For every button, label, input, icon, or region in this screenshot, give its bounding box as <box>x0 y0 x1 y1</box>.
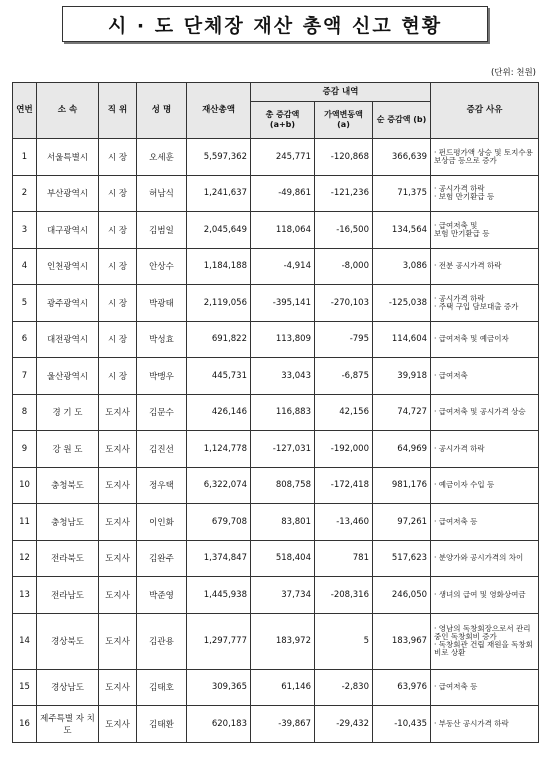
cell-value-change: -172,418 <box>315 467 373 504</box>
table-row <box>13 669 539 706</box>
cell-name: 오세훈 <box>137 139 187 176</box>
cell-name: 김범일 <box>137 212 187 249</box>
cell-position: 도지사 <box>99 706 137 743</box>
cell-reason <box>431 577 539 614</box>
table-row <box>13 358 539 395</box>
cell-no: 12 <box>13 540 37 577</box>
cell-name: 박광태 <box>137 285 187 322</box>
cell-net-change: 64,969 <box>373 431 431 468</box>
cell-affiliation: 제주특별 자 치 도 <box>37 706 99 743</box>
reason-line: · 급여저축 <box>434 370 468 380</box>
cell-no: 15 <box>13 669 37 706</box>
cell-no: 9 <box>13 431 37 468</box>
cell-total: 679,708 <box>187 504 251 541</box>
cell-no: 10 <box>13 467 37 504</box>
cell-name: 이인화 <box>137 504 187 541</box>
cell-change-total: -49,861 <box>251 175 315 212</box>
reason-line: · 급여저축 및 예금이자 <box>434 334 509 344</box>
cell-change-total: -127,031 <box>251 431 315 468</box>
cell-value-change: -795 <box>315 321 373 358</box>
reason-line: · 급여저축 등 <box>434 516 478 526</box>
cell-affiliation: 부산광역시 <box>37 175 99 212</box>
cell-affiliation: 광주광역시 <box>37 285 99 322</box>
table-row <box>13 248 539 285</box>
cell-reason <box>431 139 539 176</box>
cell-total: 691,822 <box>187 321 251 358</box>
cell-value-change: -270,103 <box>315 285 373 322</box>
cell-value-change: 5 <box>315 613 373 669</box>
cell-position: 도지사 <box>99 504 137 541</box>
cell-net-change: 981,176 <box>373 467 431 504</box>
table-row <box>13 139 539 176</box>
cell-affiliation: 충청북도 <box>37 467 99 504</box>
cell-total: 2,045,649 <box>187 212 251 249</box>
cell-name: 정우택 <box>137 467 187 504</box>
header-affiliation: 소 속 <box>37 83 99 139</box>
cell-position: 시 장 <box>99 248 137 285</box>
cell-change-total: 83,801 <box>251 504 315 541</box>
cell-total: 620,183 <box>187 706 251 743</box>
cell-reason <box>431 467 539 504</box>
cell-total: 1,374,847 <box>187 540 251 577</box>
table-row <box>13 175 539 212</box>
header-value-change: 가액변동액 (a) <box>315 102 373 139</box>
cell-total: 309,365 <box>187 669 251 706</box>
cell-net-change: 517,623 <box>373 540 431 577</box>
cell-value-change: -2,830 <box>315 669 373 706</box>
cell-position: 시 장 <box>99 139 137 176</box>
table-row <box>13 706 539 743</box>
cell-total: 426,146 <box>187 394 251 431</box>
cell-no: 11 <box>13 504 37 541</box>
cell-change-total: -4,914 <box>251 248 315 285</box>
cell-name: 김문수 <box>137 394 187 431</box>
cell-affiliation: 강 원 도 <box>37 431 99 468</box>
reason-line: · 분양가와 공시가격의 차이 <box>434 553 524 563</box>
reason-line: · 급여저축 및 <box>434 220 478 230</box>
cell-change-total: 518,404 <box>251 540 315 577</box>
cell-reason <box>431 248 539 285</box>
cell-affiliation: 경상남도 <box>37 669 99 706</box>
cell-net-change: 71,375 <box>373 175 431 212</box>
header-change-total: 총 증감액 (a+b) <box>251 102 315 139</box>
cell-reason <box>431 613 539 669</box>
reason-line: · 펀드평가액 상승 및 토지수용보상금 등으로 증가 <box>434 147 533 165</box>
table-row <box>13 540 539 577</box>
cell-reason <box>431 540 539 577</box>
cell-total: 445,731 <box>187 358 251 395</box>
cell-net-change: 63,976 <box>373 669 431 706</box>
cell-change-total: 116,883 <box>251 394 315 431</box>
table-row <box>13 504 539 541</box>
cell-net-change: 183,967 <box>373 613 431 669</box>
cell-no: 13 <box>13 577 37 614</box>
cell-name: 김관용 <box>137 613 187 669</box>
cell-value-change: 42,156 <box>315 394 373 431</box>
cell-reason <box>431 175 539 212</box>
cell-name: 김진선 <box>137 431 187 468</box>
cell-change-total: -39,867 <box>251 706 315 743</box>
cell-change-total: 808,758 <box>251 467 315 504</box>
cell-net-change: 366,639 <box>373 139 431 176</box>
table-row <box>13 613 539 669</box>
reason-line: · 예금이자 수입 등 <box>434 480 495 490</box>
table-row <box>13 212 539 249</box>
header-change-group: 증감 내역 <box>251 83 431 102</box>
reason-line: · 전분 공시가격 하락 <box>434 261 502 271</box>
cell-net-change: 3,086 <box>373 248 431 285</box>
cell-net-change: -10,435 <box>373 706 431 743</box>
cell-net-change: -125,038 <box>373 285 431 322</box>
unit-label: (단위: 천원) <box>490 68 536 78</box>
reason-line: 보험 만기환급 등 <box>434 228 490 238</box>
cell-net-change: 39,918 <box>373 358 431 395</box>
cell-name: 김완주 <box>137 540 187 577</box>
reason-line: · 급여저축 등 <box>434 682 478 692</box>
reason-line: · 공시가격 하락 <box>434 293 485 303</box>
cell-affiliation: 대구광역시 <box>37 212 99 249</box>
cell-reason <box>431 321 539 358</box>
cell-total: 2,119,056 <box>187 285 251 322</box>
cell-net-change: 246,050 <box>373 577 431 614</box>
cell-net-change: 114,604 <box>373 321 431 358</box>
cell-affiliation: 충청남도 <box>37 504 99 541</box>
cell-affiliation: 전라북도 <box>37 540 99 577</box>
table-body <box>13 139 539 743</box>
table-row <box>13 431 539 468</box>
reason-line: · 주택 구입 담보대출 증가 <box>434 301 519 311</box>
cell-position: 시 장 <box>99 358 137 395</box>
cell-position: 도지사 <box>99 577 137 614</box>
table-row <box>13 321 539 358</box>
cell-change-total: 245,771 <box>251 139 315 176</box>
cell-change-total: 113,809 <box>251 321 315 358</box>
cell-value-change: -208,316 <box>315 577 373 614</box>
reason-line: · 생녀의 급여 및 영화상여금 <box>434 589 526 599</box>
cell-total: 5,597,362 <box>187 139 251 176</box>
header-position: 직 위 <box>99 83 137 139</box>
header-total: 재산총액 <box>187 83 251 139</box>
cell-position: 도지사 <box>99 467 137 504</box>
cell-value-change: -8,000 <box>315 248 373 285</box>
cell-total: 1,241,637 <box>187 175 251 212</box>
cell-no: 6 <box>13 321 37 358</box>
cell-affiliation: 인천광역시 <box>37 248 99 285</box>
cell-value-change: -192,000 <box>315 431 373 468</box>
cell-reason <box>431 504 539 541</box>
cell-total: 6,322,074 <box>187 467 251 504</box>
cell-change-total: 61,146 <box>251 669 315 706</box>
header-name: 성 명 <box>137 83 187 139</box>
table-row <box>13 577 539 614</box>
cell-change-total: 183,972 <box>251 613 315 669</box>
reason-line: · 공시가격 하락 <box>434 184 485 193</box>
cell-no: 16 <box>13 706 37 743</box>
cell-name: 박맹우 <box>137 358 187 395</box>
cell-name: 허남식 <box>137 175 187 212</box>
cell-value-change: -16,500 <box>315 212 373 249</box>
cell-total: 1,445,938 <box>187 577 251 614</box>
cell-change-total: -395,141 <box>251 285 315 322</box>
cell-position: 도지사 <box>99 613 137 669</box>
cell-change-total: 118,064 <box>251 212 315 249</box>
cell-position: 시 장 <box>99 175 137 212</box>
reason-line: · 독창회관 건립 재원을 독창회비로 상환 <box>434 640 533 658</box>
cell-net-change: 74,727 <box>373 394 431 431</box>
cell-value-change: -6,875 <box>315 358 373 395</box>
reason-line: · 부동산 공시가격 하락 <box>434 718 509 728</box>
cell-reason <box>431 394 539 431</box>
table-row <box>13 285 539 322</box>
cell-no: 1 <box>13 139 37 176</box>
cell-name: 박준영 <box>137 577 187 614</box>
cell-change-total: 37,734 <box>251 577 315 614</box>
reason-line: · 영남의 독창회장으로서 관리중인 독창회비 증가 <box>434 623 531 641</box>
cell-no: 2 <box>13 175 37 212</box>
cell-net-change: 97,261 <box>373 504 431 541</box>
cell-no: 8 <box>13 394 37 431</box>
cell-reason <box>431 706 539 743</box>
cell-reason <box>431 669 539 706</box>
cell-affiliation: 경상북도 <box>37 613 99 669</box>
cell-total: 1,124,778 <box>187 431 251 468</box>
cell-name: 박성효 <box>137 321 187 358</box>
cell-affiliation: 대전광역시 <box>37 321 99 358</box>
table-row <box>13 467 539 504</box>
cell-name: 김태환 <box>137 706 187 743</box>
cell-value-change: 781 <box>315 540 373 577</box>
cell-name: 안상수 <box>137 248 187 285</box>
cell-name: 김태호 <box>137 669 187 706</box>
cell-change-total: 33,043 <box>251 358 315 395</box>
table-row <box>13 394 539 431</box>
cell-value-change: -13,460 <box>315 504 373 541</box>
cell-value-change: -121,236 <box>315 175 373 212</box>
cell-position: 시 장 <box>99 285 137 322</box>
header-no: 연번 <box>13 83 37 139</box>
cell-affiliation: 서울특별시 <box>37 139 99 176</box>
cell-total: 1,184,188 <box>187 248 251 285</box>
cell-position: 시 장 <box>99 212 137 249</box>
cell-no: 7 <box>13 358 37 395</box>
header-net-change: 순 증감액 (b) <box>373 102 431 139</box>
cell-reason <box>431 212 539 249</box>
cell-total: 1,297,777 <box>187 613 251 669</box>
cell-affiliation: 경 기 도 <box>37 394 99 431</box>
cell-no: 4 <box>13 248 37 285</box>
reason-line: · 보험 만기환급 등 <box>434 192 495 202</box>
asset-report-table <box>12 82 539 743</box>
cell-no: 5 <box>13 285 37 322</box>
cell-position: 도지사 <box>99 540 137 577</box>
cell-affiliation: 울산광역시 <box>37 358 99 395</box>
cell-position: 도지사 <box>99 431 137 468</box>
reason-line: · 공시가격 하락 <box>434 443 485 453</box>
cell-affiliation: 전라남도 <box>37 577 99 614</box>
reason-line: · 급여저축 및 공시가격 상승 <box>434 407 526 417</box>
cell-no: 14 <box>13 613 37 669</box>
header-reason: 증감 사유 <box>431 83 539 139</box>
cell-reason <box>431 358 539 395</box>
cell-position: 도지사 <box>99 669 137 706</box>
cell-value-change: -29,432 <box>315 706 373 743</box>
cell-no: 3 <box>13 212 37 249</box>
cell-position: 도지사 <box>99 394 137 431</box>
cell-position: 시 장 <box>99 321 137 358</box>
cell-net-change: 134,564 <box>373 212 431 249</box>
document-title: 시 · 도 단체장 재산 총액 신고 현황 <box>62 6 488 42</box>
cell-value-change: -120,868 <box>315 139 373 176</box>
cell-reason <box>431 285 539 322</box>
cell-reason <box>431 431 539 468</box>
